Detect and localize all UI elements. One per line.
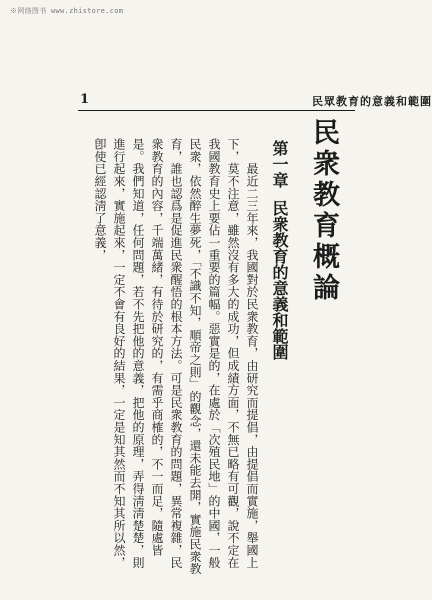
watermark: ※网络图书 www.zhistore.com (10, 7, 124, 15)
body-text (90, 138, 261, 580)
chapter-number: 第一章 (270, 140, 289, 188)
chapter-heading (271, 140, 287, 360)
book-title: 民衆教育概論 (308, 118, 339, 304)
header-rule (78, 110, 355, 111)
running-header: 民眾教育的意義和範圍 (312, 95, 432, 108)
body-paragraph: 最近二三年來，我國對於民衆教育，由研究而提倡，由提倡而實施，舉國上下，莫不注意，雖然沒有多大的成功，但成績方面，不無已略有可觀，說不定在我國教育史上要佔一重要的篇幅。惡實是的，在處於「次殖民地」的中國，一般民衆，依然醉生夢死，「不識不知，順帝之則」的觀念，還未能去開，實施民衆教育，誰也認爲是促進民衆醒悟的根本方法。可是民衆教育的問題，異常複雜，民衆教育的內容，千端萬緒，有待於研究的，有需乎商榷的，不一而足，隨處皆是。我們知道，任何問題，若不先把他的意義，把他的原理，弄得淸淸楚楚，則進行起來，實施起來，一定不會有良好的結果，一定是知其然而不知其所以然，卽使已經認淸了意義， (93, 138, 259, 575)
chapter-title: 民衆教育的意義和範圍 (270, 200, 289, 360)
page-number: 1 (80, 92, 90, 107)
